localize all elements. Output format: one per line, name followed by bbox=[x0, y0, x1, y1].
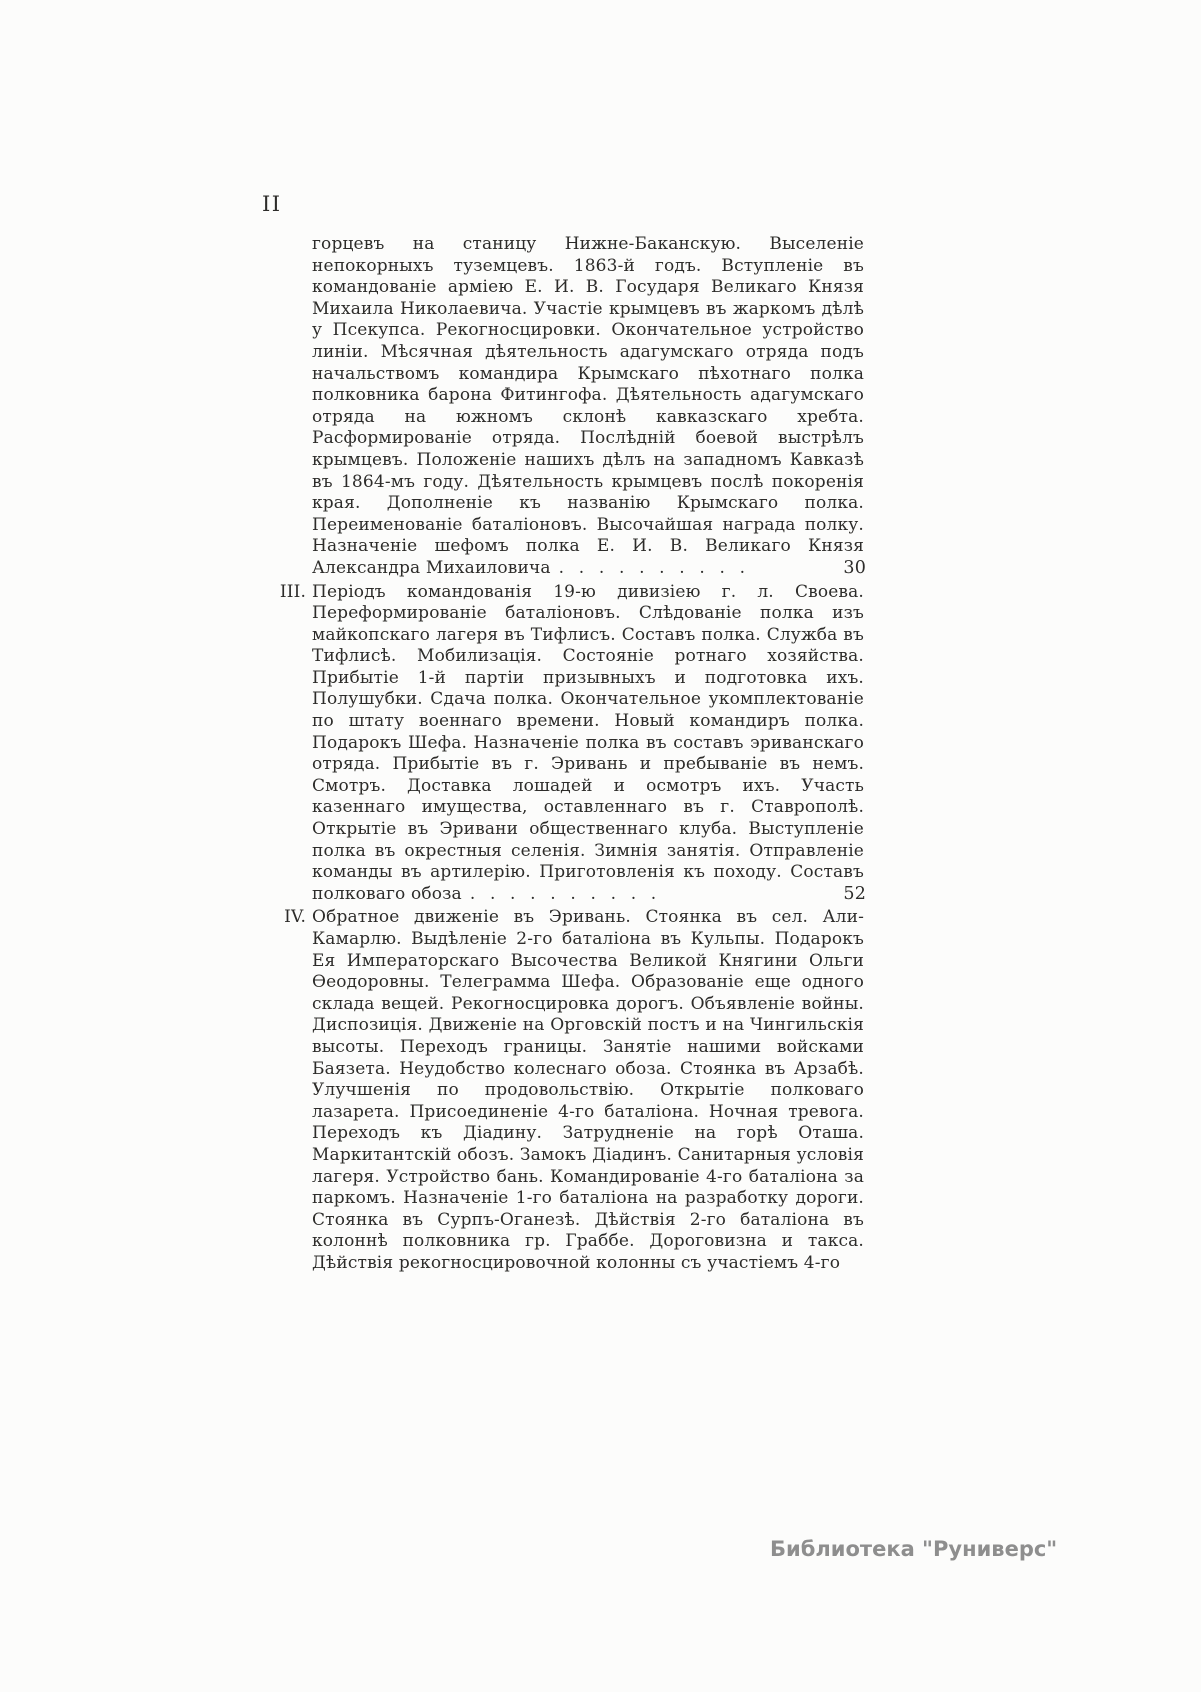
table-of-contents bbox=[270, 234, 864, 1275]
entry-page-number: 52 bbox=[843, 883, 866, 904]
toc-entry bbox=[270, 907, 864, 1274]
library-watermark: Библиотека "Руниверс" bbox=[770, 1537, 1058, 1561]
dot-leaders: . . . . . . . . . . bbox=[558, 557, 746, 578]
entry-text: Періодъ командованія 19-ю дивизіею г. л. Своева. Переформированіе баталіоновъ. Слѣдованіе полка изъ майкопскаго лагеря въ Тифлисъ. Составъ полка. Служба въ Тифлисѣ. Мобилизація. Состояніе ротнаго хозяйства. Прибытіе 1-й партіи призывныхъ и подготовка ихъ. Полушубки. Сдача полка. Окончательное укомплектованіе по штату военнаго времени. Новый командиръ полка. Подарокъ Шефа. Назначеніе полка въ составъ эриванскаго отряда. Прибытіе въ г. Эривань и пребываніе въ немъ. Смотръ. Доставка лошадей и осмотръ ихъ. Участь казеннаго имущества, оставленнаго въ г. Ставрополѣ. Открытіе въ Эривани общественнаго клуба. Выступленіе полка въ окрестныя селенія. Зимнія занятія. Отправленіе команды въ артилерію. Приготовленія къ походу. Составъ полковаго обоза bbox=[312, 581, 864, 904]
entry-page-number: 30 bbox=[843, 557, 866, 578]
dot-leaders: . . . . . . . . . . bbox=[469, 883, 657, 904]
entry-numeral: IV. bbox=[284, 907, 306, 928]
entry-text: горцевъ на станицу Нижне-Баканскую. Выселеніе непокорныхъ туземцевъ. 1863-й годъ. Вступленіе въ командованіе арміею Е. И. В. Государя Великаго Князя Михаила Николаевича. Участіе крымцевъ въ жаркомъ дѣлѣ у Псекупса. Рекогносцировки. Окончательное устройство линіи. Мѣсячная дѣятельность адагумскаго отряда подъ начальствомъ командира Крымскаго пѣхотнаго полка полковника барона Фитингофа. Дѣятельность адагумскаго отряда на южномъ склонѣ кавказскаго хребта. Расформированіе отряда. Послѣдній боевой выстрѣлъ крымцевъ. Положеніе нашихъ дѣлъ на западномъ Кавказѣ въ 1864-мъ году. Дѣятельность крымцевъ послѣ покоренія края. Дополненіе къ названію Крымскаго полка. Переименованіе баталіоновъ. Высочайшая награда полку. Назначеніе шефомъ полка Е. И. В. Великаго Князя Александра Михаиловича bbox=[312, 234, 864, 578]
entry-numeral: III. bbox=[279, 581, 306, 602]
page-number: II bbox=[262, 192, 282, 216]
toc-entry bbox=[270, 234, 864, 580]
entry-text: Обратное движеніе въ Эривань. Стоянка въ сел. Али-Камарлю. Выдѣленіе 2-го баталіона въ Кульпы. Подарокъ Ея Императорскаго Высочества Великой Княгини Ольги Ѳеодоровны. Телеграмма Шефа. Образованіе еще одного склада вещей. Рекогносцировка дорогъ. Объявленіе войны. Диспозиція. Движеніе на Орговскій постъ и на Чингильскія высоты. Переходъ границы. Занятіе нашими войсками Баязета. Неудобство колеснаго обоза. Стоянка въ Арзабѣ. Улучшенія по продовольствію. Открытіе полковаго лазарета. Присоединеніе 4-го баталіона. Ночная тревога. Переходъ къ Діадину. Затрудненіе на горѣ Оташа. Маркитантскій обозъ. Замокъ Діадинъ. Санитарныя условія лагеря. Устройство бань. Командированіе 4-го баталіона за паркомъ. Назначеніе 1-го баталіона на разработку дороги. Стоянка въ Сурпъ-Оганезѣ. Дѣйствія 2-го баталіона въ колоннѣ полковника гр. Граббе. Дороговизна и такса. Дѣйствія рекогносцировочной колонны съ участіемъ 4-го bbox=[312, 907, 864, 1273]
toc-entry bbox=[270, 582, 864, 906]
